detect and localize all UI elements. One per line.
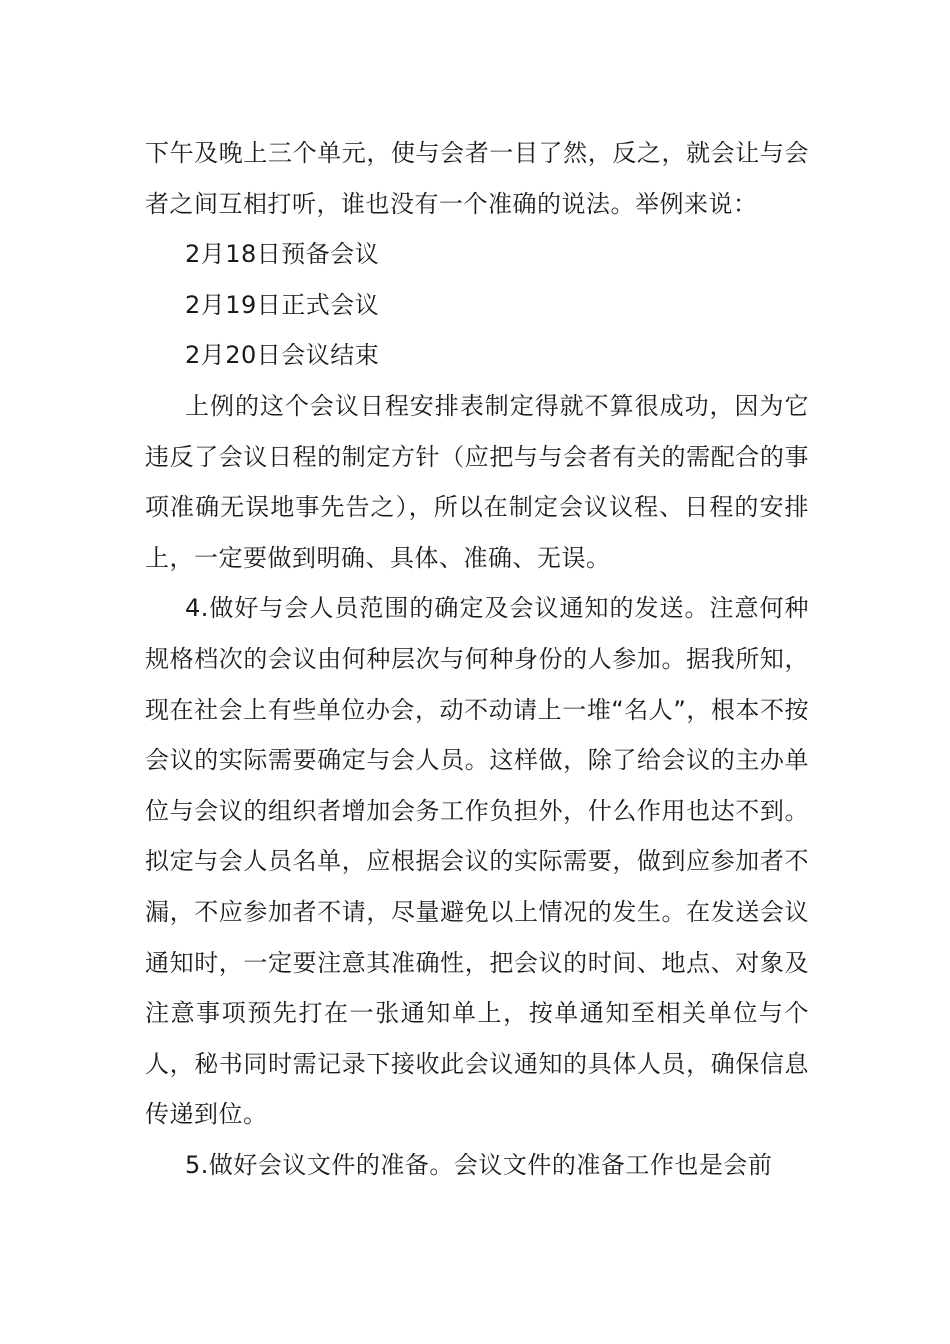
schedule-item-1: 2月18日预备会议: [185, 240, 380, 269]
paragraph-intro-continuation: 下午及晚上三个单元，使与会者一目了然，反之，就会让与会者之间互相打听，谁也没有一个准确的说法。举例来说：: [145, 139, 809, 218]
document-body: [145, 128, 809, 1190]
schedule-item-3: 2月20日会议结束: [185, 341, 380, 370]
paragraph-point-5: 5.做好会议文件的准备。会议文件的准备工作也是会前: [185, 1150, 773, 1179]
schedule-item-2: 2月19日正式会议: [185, 290, 380, 319]
paragraph-point-4: 4.做好与会人员范围的确定及会议通知的发送。注意何种规格档次的会议由何种层次与何种身份的人参加。据我所知，现在社会上有些单位办会，动不动请上一堆“名人”，根本不按会议的实际需要确定与会人员。这样做，除了给会议的主办单位与会议的组织者增加会务工作负担外，什么作用也达不到。拟定与会人员名单，应根据会议的实际需要，做到应参加者不漏，不应参加者不请，尽量避免以上情况的发生。在发送会议通知时，一定要注意其准确性，把会议的时间、地点、对象及注意事项预先打在一张通知单上，按单通知至相关单位与个人，秘书同时需记录下接收此会议通知的具体人员，确保信息传递到位。: [145, 594, 809, 1129]
paragraph-schedule-comment: 上例的这个会议日程安排表制定得就不算很成功，因为它违反了会议日程的制定方针（应把与与会者有关的需配合的事项准确无误地事先告之），所以在制定会议议程、日程的安排上，一定要做到明确、具体、准确、无误。: [145, 391, 809, 572]
